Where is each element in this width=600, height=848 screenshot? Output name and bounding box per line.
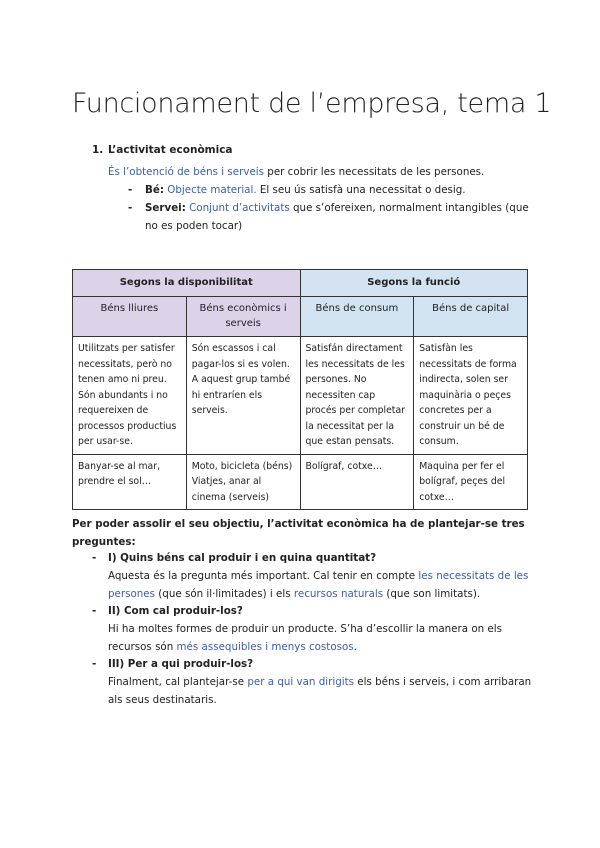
highlight-text: Conjunt d’activitats <box>189 202 290 214</box>
section-heading <box>92 144 233 156</box>
body-text: (que són il·limitades) i els <box>155 588 294 600</box>
page-title: Funcionament de l’empresa, tema 1 <box>72 88 552 119</box>
table-cell: Són escassos i cal pagar-los si es volen. A aquest grup també hi entraríen els serveis. <box>186 337 300 455</box>
bullet-dash: - <box>92 552 97 564</box>
bullet-dash: - <box>92 605 97 617</box>
bullet-dash: - <box>92 658 97 670</box>
bullet-item <box>145 181 466 199</box>
body-text: els béns i serveis, i com arribaran <box>354 676 532 688</box>
body-text: (que son limitats). <box>383 588 481 600</box>
highlight-text: persones <box>108 588 155 600</box>
body-text: per cobrir les necessitats de les persones. <box>264 166 485 178</box>
highlight-text: Objecte material. <box>167 184 257 196</box>
table-cell: Moto, bicicleta (béns) Viatjes, anar al cinema (serveis) <box>186 454 300 510</box>
table-cell: Bolígraf, cotxe… <box>300 454 414 510</box>
group-header: Segons la disponibilitat <box>73 270 301 297</box>
body-text: El seu ús satisfà una necessitat o desig. <box>256 184 466 196</box>
question-item <box>108 655 531 709</box>
body-text: recursos són <box>108 641 177 653</box>
highlight-text: més assequibles i menys costosos <box>176 641 354 653</box>
intro-line: Per poder assolir el seu objectiu, l’activitat econòmica ha de plantejar-se tres <box>72 518 525 530</box>
bullet-item <box>145 199 529 235</box>
question-item <box>108 549 528 603</box>
table-cell: Utilitzats per satisfer necessitats, però no tenen amo ni preu. Són abundants i no requereixen de processos productius per usar-se. <box>73 337 187 455</box>
section-title: L’activitat econòmica <box>108 144 233 156</box>
table-cell: Banyar-se al mar, prendre el sol… <box>73 454 187 510</box>
questions-intro <box>72 515 525 551</box>
column-header: Béns de capital <box>414 297 528 337</box>
table-cell: Maquina per fer el bolígraf, peçes del cotxe… <box>414 454 528 510</box>
term: Servei: <box>145 202 186 214</box>
body-text: als seus destinataris. <box>108 694 217 706</box>
column-header: Béns de consum <box>300 297 414 337</box>
highlight-text: És l’obtenció de béns i serveis <box>108 166 265 178</box>
highlight-text: les necessitats de les <box>418 570 529 582</box>
body-text: Hi ha moltes formes de produir un producte. S’ha d’escollir la manera on els <box>108 623 502 635</box>
group-header: Segons la funció <box>300 270 528 297</box>
column-header: Béns econòmics i serveis <box>186 297 300 337</box>
intro-paragraph <box>108 163 484 181</box>
table-cell: Satisfàn les necessitats de forma indirecta, solen ser maquinària o peçes concretes per a construir un bé de consum. <box>414 337 528 455</box>
section-number: 1. <box>92 144 104 156</box>
question-title: I) Quins béns cal produir i en quina quantitat? <box>108 552 377 564</box>
column-header: Béns lliures <box>73 297 187 337</box>
body-text: Aquesta és la pregunta més important. Cal tenir en compte <box>108 570 419 582</box>
question-title: II) Com cal produir-los? <box>108 605 243 617</box>
bullet-dash: - <box>128 202 133 214</box>
question-item <box>108 602 502 656</box>
body-text: . <box>353 641 357 653</box>
body-text: Finalment, cal plantejar-se <box>108 676 248 688</box>
body-text: que s’ofereixen, normalment intangibles (que <box>289 202 529 214</box>
intro-line: preguntes: <box>72 536 136 548</box>
highlight-text: per a qui van dirigits <box>247 676 355 688</box>
table-cell: Satisfán directament les necessitats de les persones. No necessiten cap procés per completar la necessitat per la que estan pensats. <box>300 337 414 455</box>
term: Bé: <box>145 184 164 196</box>
highlight-text: recursos naturals <box>293 588 384 600</box>
question-title: III) Per a qui produir-los? <box>108 658 254 670</box>
bullet-dash: - <box>128 184 133 196</box>
goods-table <box>72 269 528 510</box>
body-text: no es poden tocar) <box>145 220 243 232</box>
